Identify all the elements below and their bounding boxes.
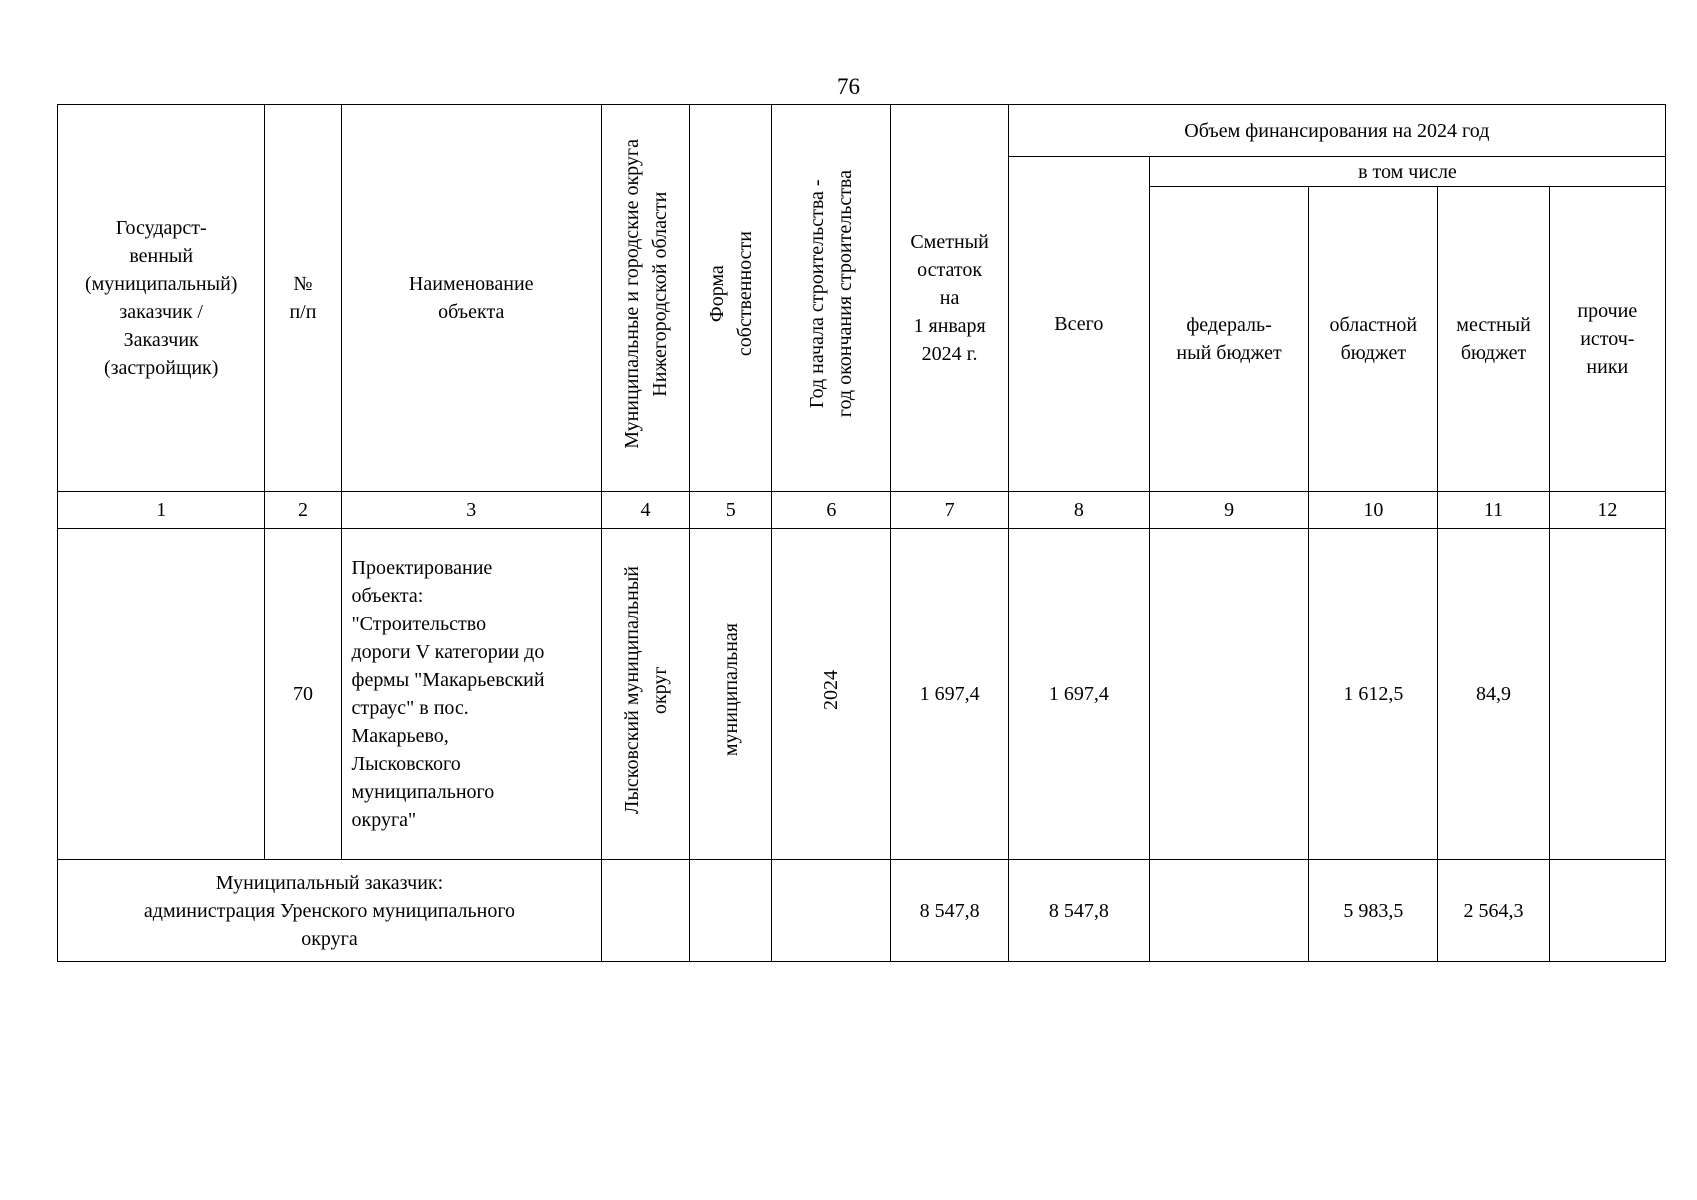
cell-number: 70	[265, 529, 341, 860]
header-ownership-cell	[690, 105, 772, 492]
summary-years	[772, 860, 891, 962]
cell-ownership-wrap	[690, 529, 772, 860]
header-federal: федераль- ный бюджет	[1149, 187, 1308, 492]
column-number: 4	[601, 492, 689, 529]
summary-other	[1549, 860, 1665, 962]
cell-district-wrap	[601, 529, 689, 860]
cell-ownership: муниципальная	[719, 623, 742, 757]
header-regional: областной бюджет	[1309, 187, 1438, 492]
column-number: 10	[1309, 492, 1438, 529]
header-object-name: Наименование объекта	[341, 105, 601, 492]
header-total: Всего	[1008, 157, 1149, 492]
cell-years: 2024	[820, 670, 843, 710]
header-remainder: Сметный остаток на 1 января 2024 г.	[891, 105, 1008, 492]
cell-federal	[1149, 529, 1308, 860]
summary-ownership	[690, 860, 772, 962]
column-number: 7	[891, 492, 1008, 529]
column-number: 6	[772, 492, 891, 529]
column-number: 1	[58, 492, 265, 529]
cell-total: 1 697,4	[1008, 529, 1149, 860]
header-districts-cell	[601, 105, 689, 492]
column-number: 3	[341, 492, 601, 529]
header-years: Год начала строительства - год окончания строительства	[806, 170, 857, 418]
header-number: № п/п	[265, 105, 341, 492]
summary-local: 2 564,3	[1438, 860, 1549, 962]
summary-row	[58, 860, 1666, 962]
cell-years-wrap	[772, 529, 891, 860]
header-row-1	[58, 105, 1666, 157]
column-number: 12	[1549, 492, 1665, 529]
cell-regional: 1 612,5	[1309, 529, 1438, 860]
column-number: 5	[690, 492, 772, 529]
cell-customer	[58, 529, 265, 860]
cell-other	[1549, 529, 1665, 860]
header-funding: Объем финансирования на 2024 год	[1008, 105, 1665, 157]
header-local: местный бюджет	[1438, 187, 1549, 492]
header-other: прочие источ- ники	[1549, 187, 1665, 492]
cell-local: 84,9	[1438, 529, 1549, 860]
summary-regional: 5 983,5	[1309, 860, 1438, 962]
column-number: 8	[1008, 492, 1149, 529]
header-districts: Муниципальные и городские округа Нижегородской области	[620, 139, 671, 449]
column-number: 2	[265, 492, 341, 529]
header-ownership: Форма собственности	[705, 231, 756, 357]
column-number-row	[58, 492, 1666, 529]
summary-remainder: 8 547,8	[891, 860, 1008, 962]
page-number: 76	[837, 74, 860, 99]
header-years-cell	[772, 105, 891, 492]
column-number: 9	[1149, 492, 1308, 529]
cell-district: Лысковский муниципальный округ	[620, 565, 671, 815]
column-number: 11	[1438, 492, 1549, 529]
header-customer: Государст- венный (муниципальный) заказчик / Заказчик (застройщик)	[58, 105, 265, 492]
header-including: в том числе	[1149, 157, 1665, 187]
financing-table	[57, 104, 1666, 962]
summary-label: Муниципальный заказчик: администрация Уренского муниципального округа	[58, 860, 602, 962]
summary-federal	[1149, 860, 1308, 962]
table-row	[58, 529, 1666, 860]
summary-total: 8 547,8	[1008, 860, 1149, 962]
cell-remainder: 1 697,4	[891, 529, 1008, 860]
cell-object-name: Проектирование объекта: "Строительство дороги V категории до фермы "Макарьевский страус" в пос. Макарьево, Лысковского муниципального округа"	[341, 529, 601, 860]
summary-district	[601, 860, 689, 962]
